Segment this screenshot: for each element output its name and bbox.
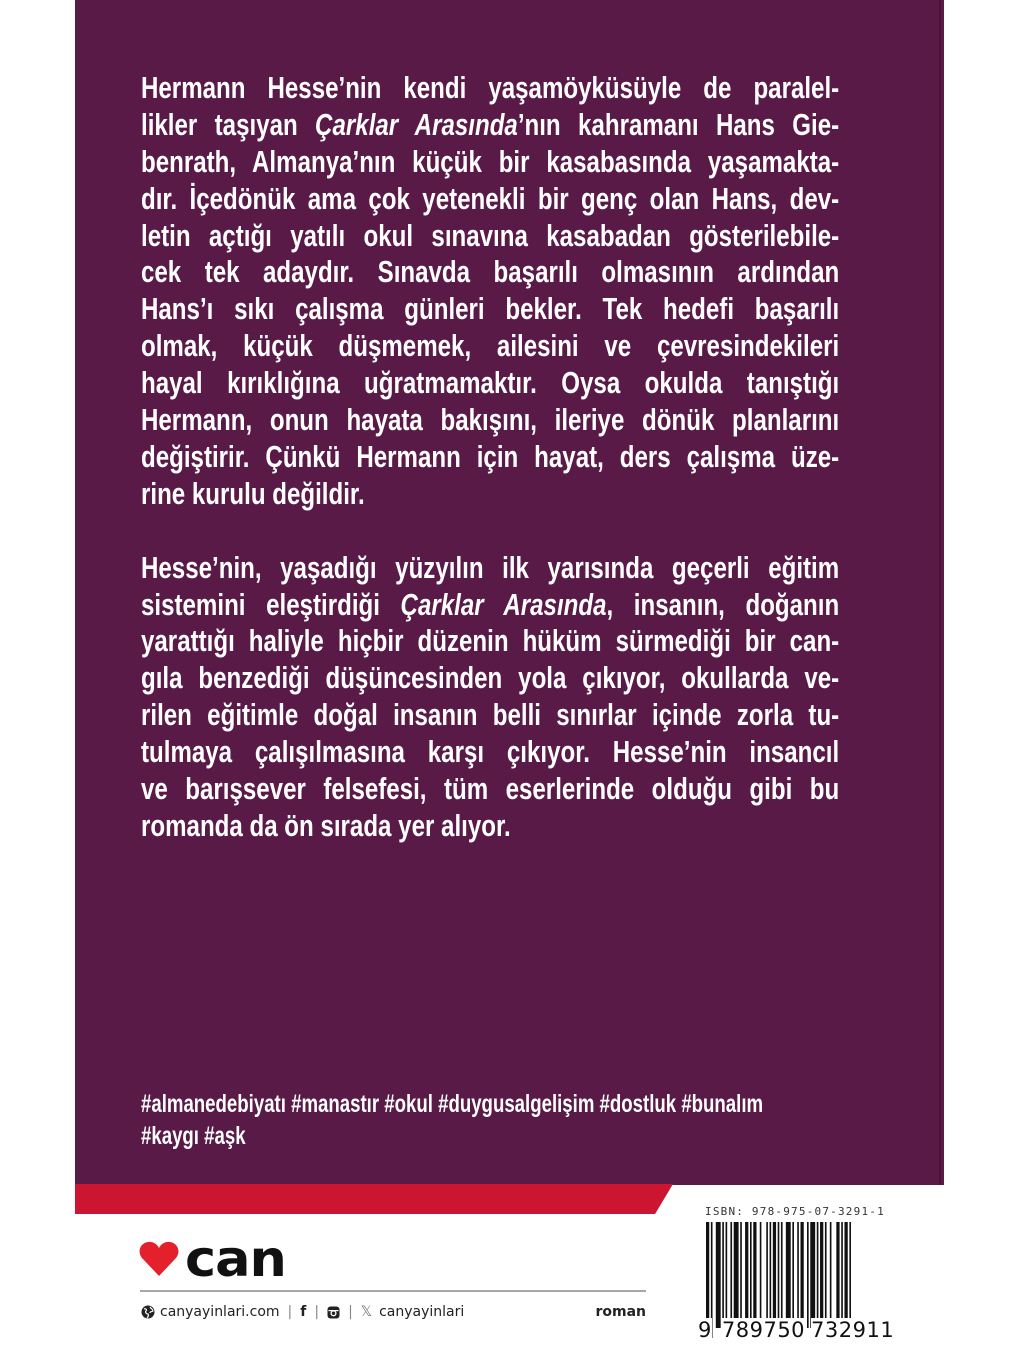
publisher-footer [141,1302,646,1322]
isbn-label: ISBN: 978-975-07-3291-1 [705,1205,885,1218]
red-accent-band [75,1184,673,1214]
text-run: tulmaya çalışılmasına karşı çıkıyor. Hesse’nin insancıl [141,734,840,770]
text-line [141,439,839,476]
divider: | [287,1304,293,1320]
text-run: Hans’ı sıkı çalışma günleri bekler. Tek hedefi başarılı [141,291,840,327]
text-run: hayal kırıklığına uğratmamaktır. Oysa okulda tanıştığı [141,365,840,401]
globe-icon [141,1305,155,1319]
text-line [141,218,839,255]
text-line [141,550,839,587]
text-line [141,660,839,697]
text-line [141,623,839,660]
text-run: , insanın, doğanın [606,586,840,622]
synopsis-paragraph [141,70,839,513]
barcode-digits-right: 732911 [811,1318,895,1342]
instagram-icon[interactable] [327,1306,340,1319]
text-run: letin açtığı yatılı okul sınavına kasabadan gösterilebile- [141,217,840,253]
barcode-digits-left: 789750 [721,1318,806,1342]
text-run: Hermann, onun hayata bakışını, ileriye dönük planlarını [141,402,840,438]
barcode-digit-lead: 9 [698,1318,712,1342]
facebook-icon[interactable]: f [300,1304,307,1320]
hashtag-line-2: #kaygı #aşk [141,1122,246,1150]
text-run: ve barışsever felsefesi, tüm eserlerinde olduğu gibi bu [141,771,840,807]
text-run: yarattığı haliyle hiçbir düzenin hüküm sürmediği bir can- [141,623,840,659]
book-title-italic: Çarklar Arasında [400,586,607,622]
text-line [141,587,839,624]
text-run: likler taşıyan [141,106,316,142]
hashtag-list [141,1088,976,1152]
logo-wordmark: can [185,1230,286,1288]
text-run: değiştirir. Çünkü Hermann için hayat, ders çalışma üze- [141,438,840,474]
divider: | [314,1304,320,1320]
x-link[interactable] [361,1304,464,1320]
publisher-logo [139,1230,286,1288]
text-line [141,476,839,513]
text-run: gıla benzediği düşüncesinden yola çıkıyor, okullarda ve- [141,660,840,696]
text-line [141,402,839,439]
x-handle: canyayinlari [379,1304,465,1320]
divider: | [348,1304,353,1320]
text-line [141,328,839,365]
text-line [141,254,839,291]
text-line [141,697,839,734]
text-run: Hesse’nin, yaşadığı yüzyılın ilk yarısında geçerli eğitim [141,549,840,585]
footer-separator [140,1290,646,1292]
x-icon: 𝕏 [360,1304,373,1320]
text-line [141,181,839,218]
synopsis [141,70,839,845]
heart-icon [139,1241,179,1277]
text-run: rilen eğitimle doğal insanın belli sınırlar içinde zorla tu- [141,697,840,733]
website-text: canyayinlari.com [160,1304,280,1320]
hashtag-line-1: #almanedebiyatı #manastır #okul #duygusalgelişim #dostluk #bunalım [141,1090,764,1118]
text-run: cek tek adaydır. Sınavda başarılı olmasının ardından [141,254,840,290]
barcode-digits [698,1318,894,1342]
text-run: romanda da ön sırada yer alıyor. [141,807,511,843]
book-title-italic: Çarklar Arasında [315,106,518,142]
text-run: Hermann Hesse’nin kendi yaşamöyküsüyle de paralel- [141,70,840,105]
text-line [141,107,839,144]
text-line [141,70,839,107]
text-run: sistemini eleştirdiği [141,586,401,622]
text-run: ’nın kahramanı Hans Gie- [517,106,840,142]
text-line [141,808,839,845]
text-run: dır. İçedönük ama çok yetenekli bir genç olan Hans, dev- [141,180,840,216]
genre-label: roman [595,1304,646,1320]
text-line [141,365,839,402]
text-line [141,771,839,808]
text-run: benrath, Almanya’nın küçük bir kasabasında yaşamakta- [141,143,840,179]
text-run: rine kurulu değildir. [141,475,365,511]
paragraph-gap [141,513,839,550]
text-run: olmak, küçük düşmemek, ailesini ve çevresindekileri [141,328,840,364]
synopsis-paragraph [141,550,839,845]
website-link[interactable] [141,1304,280,1320]
text-line [141,144,839,181]
text-line [141,734,839,771]
text-line [141,291,839,328]
